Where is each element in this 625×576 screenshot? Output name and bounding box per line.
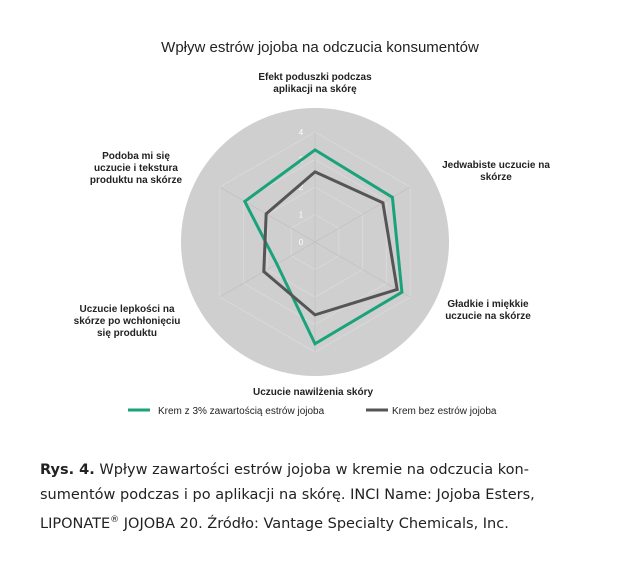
axis-label: Uczucie lepkości na skórze po wchłonięciu się produktu [73, 304, 181, 339]
legend-label-with-jojoba: Krem z 3% zawartością estrów jojoba [158, 406, 325, 417]
figure-caption [40, 458, 590, 537]
tick-label: 1 [298, 210, 304, 220]
chart-title: Wpływ estrów jojoba na odczucia konsumentów [161, 39, 479, 56]
tick-label: 3 [298, 155, 304, 165]
legend-label-without-jojoba: Krem bez estrów jojoba [392, 406, 497, 417]
axis-label: Uczucie nawilżenia skóry [252, 387, 374, 398]
tick-label: 0 [298, 238, 304, 247]
axis-label: Gładkie i miękkie uczucie na skórze [445, 299, 531, 322]
axis-label: Efekt poduszki podczas aplikacji na skórę [258, 72, 372, 95]
caption-line-2: sumentów podczas i po aplikacji na skórę. INCI Name: Jojoba Esters, [40, 487, 535, 503]
caption-line-1: Wpływ zawartości estrów jojoba w kremie na odczucia kon- [94, 462, 529, 478]
caption-label: Rys. 4. [40, 462, 95, 478]
tick-label: 4 [298, 128, 304, 137]
axis-label: Jedwabiste uczucie na skórze [442, 160, 550, 183]
tick-label: 2 [298, 183, 304, 192]
caption-line-3a: LIPONATE [40, 515, 111, 532]
registered-mark: ® [110, 515, 120, 525]
axis-label: Podoba mi się uczucie i tekstura produktu na skórze [89, 151, 183, 186]
caption-line-3b: JOJOBA 20. Źródło: Vantage Specialty Chemicals, Inc. [119, 515, 509, 532]
